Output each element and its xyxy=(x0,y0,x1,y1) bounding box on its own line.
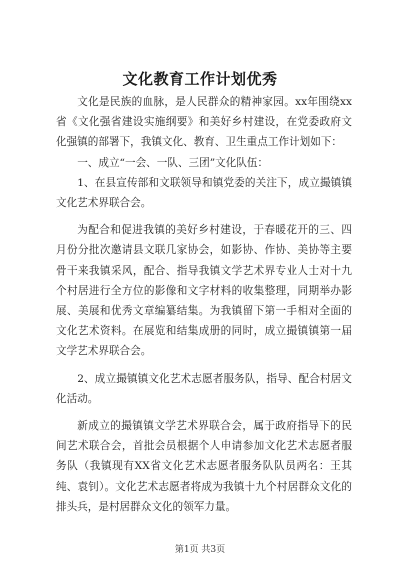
paragraph-intro: 文化是民族的血脉，是人民群众的精神家园。xx年围绕xx省《文化强省建设实施纲要》和美好乡村建设，在党委政府文化强镇的部署下，我镇文化、教育、卫生重点工作计划如下： xyxy=(56,96,352,149)
document-title: 文化教育工作计划优秀 xyxy=(122,70,278,88)
page-number-footer: 第1页 共3页 xyxy=(174,545,226,555)
paragraph-spacer xyxy=(56,213,352,220)
paragraph-spacer xyxy=(56,362,352,369)
item-2-heading: 2、成立撮镇镇文化艺术志愿者服务队，指导、配合村居文化活动。 xyxy=(56,372,352,405)
document-body xyxy=(56,92,352,517)
section-heading-1: 一、成立“一会、一队、三团”文化队伍： xyxy=(77,156,269,169)
paragraph-spacer xyxy=(56,409,352,416)
paragraph-item-1-detail: 为配合和促进我镇的美好乡村建设，于春暖花开的三、四月份分批次邀请县文联几家协会，如影协、作协、美协等主要骨干来我镇采风，配合、指导我镇文学艺术界专业人士对十九个村居进行全方位的影像和文字材料的收集整理，同期举办影展、美展和优秀文章编纂结集。为我镇留下第一手相对全面的文化艺术资料。在展览和结集成册的同时，成立撮镇镇第一届文学艺术界联合会。 xyxy=(56,224,352,358)
paragraph-item-2-detail: 新成立的撮镇镇文学艺术界联合会，属于政府指导下的民间艺术联合会，首批会员根据个人申请参加文化艺术志愿者服务队（我镇现有XX省文化艺术志愿者服务队队员两名：王其纯、袁钊）。文化艺术志愿者将成为我镇十九个村居群众文化的排头兵，是村居群众文化的领军力量。 xyxy=(56,420,352,513)
item-1-heading: 1、在县宣传部和文联领导和镇党委的关注下，成立撮镇镇文化艺术界联合会。 xyxy=(56,176,352,210)
